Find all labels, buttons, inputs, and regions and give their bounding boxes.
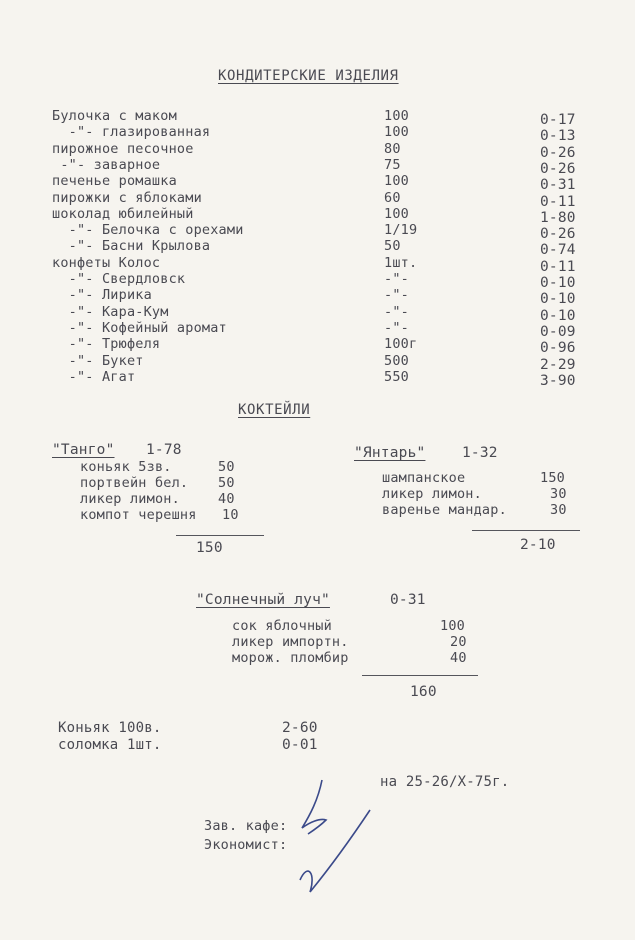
ingredient-qty: 20 bbox=[450, 634, 467, 650]
ingredient-qty: 30 bbox=[550, 502, 567, 518]
item-qty: 75 bbox=[384, 156, 401, 173]
ingredient-name: ликер импортн. bbox=[232, 634, 349, 650]
section-heading-confectionery: КОНДИТЕРСКИЕ ИЗДЕЛИЯ bbox=[218, 68, 399, 84]
item-price: 0-10 bbox=[540, 291, 576, 308]
total-rule-yantar bbox=[472, 530, 580, 531]
item-qty: 100 bbox=[384, 124, 409, 141]
item-name: пирожное песочное bbox=[52, 140, 194, 157]
section-heading-cocktails: КОКТЕЙЛИ bbox=[238, 402, 311, 418]
item-qty: 100 bbox=[384, 173, 409, 190]
ingredient-name: морож. пломбир bbox=[232, 650, 349, 666]
ingredient-name: коньяк 5зв. bbox=[80, 459, 172, 475]
item-name: -"- заварное bbox=[52, 156, 161, 173]
item-name: печенье ромашка bbox=[52, 173, 177, 190]
item-name: -"- Агат bbox=[52, 368, 136, 385]
item-price: 2-29 bbox=[540, 356, 576, 373]
ingredient-qty: 30 bbox=[550, 486, 567, 502]
cocktail-total-tango: 150 bbox=[196, 540, 223, 556]
ingredient-qty: 50 bbox=[218, 475, 235, 491]
item-price: 0-31 bbox=[540, 177, 576, 194]
item-qty: 1/19 bbox=[384, 222, 418, 239]
item-price: 0-17 bbox=[540, 112, 576, 128]
ingredient-qty: 100 bbox=[440, 618, 465, 634]
item-name: -"- Трюфеля bbox=[52, 336, 161, 353]
item-qty: 50 bbox=[384, 238, 401, 255]
signature-line-economist: Экономист: bbox=[204, 837, 288, 853]
item-qty: 100г bbox=[384, 336, 418, 353]
item-qty: 500 bbox=[384, 352, 409, 369]
cocktail-title-yantar: "Янтарь" bbox=[354, 445, 426, 461]
item-name: шоколад юбилейный bbox=[52, 205, 194, 222]
item-price: 0-26 bbox=[540, 144, 576, 161]
ingredient-qty: 150 bbox=[540, 470, 565, 486]
item-name: -"- Белочка с орехами bbox=[52, 222, 244, 239]
cocktail-price-luch: 0-31 bbox=[390, 592, 426, 608]
item-qty: -"- bbox=[384, 271, 409, 287]
ingredient-name: портвейн бел. bbox=[80, 475, 189, 491]
item-qty: -"- bbox=[384, 287, 409, 304]
item-name: пирожки с яблоками bbox=[52, 189, 202, 206]
item-price: 0-26 bbox=[540, 226, 576, 243]
ingredient-name: шампанское bbox=[382, 470, 466, 486]
total-rule-tango bbox=[176, 535, 264, 536]
ingredient-name: ликер лимон. bbox=[80, 491, 180, 507]
extra-name: Коньяк 100в. bbox=[58, 720, 162, 736]
cocktail-price-yantar: 1-32 bbox=[462, 445, 498, 461]
item-qty: 100 bbox=[384, 108, 409, 124]
item-name: -"- Свердловск bbox=[52, 271, 186, 287]
item-price: 1-80 bbox=[540, 209, 576, 226]
item-qty: 100 bbox=[384, 205, 409, 222]
ingredient-name: варенье мандар. bbox=[382, 502, 507, 518]
item-name: Булочка с маком bbox=[52, 108, 177, 124]
cocktail-title-tango: "Танго" bbox=[52, 442, 115, 458]
total-rule-luch bbox=[362, 675, 478, 676]
item-price: 0-10 bbox=[540, 275, 576, 291]
item-name: -"- Букет bbox=[52, 352, 144, 369]
ingredient-name: компот черешня bbox=[80, 507, 197, 523]
handwritten-signature bbox=[280, 770, 400, 910]
item-price: 0-26 bbox=[540, 160, 576, 177]
cocktail-total-yantar: 2-10 bbox=[520, 537, 556, 553]
document-date: на 25-26/X-75г. bbox=[380, 774, 510, 790]
item-price: 0-74 bbox=[540, 242, 576, 259]
item-name: -"- Басни Крылова bbox=[52, 238, 211, 255]
item-qty: 1шт. bbox=[384, 254, 418, 271]
ingredient-qty: 40 bbox=[218, 491, 235, 507]
item-price: 0-10 bbox=[540, 307, 576, 324]
item-price: 0-11 bbox=[540, 193, 576, 210]
extra-price: 2-60 bbox=[282, 720, 318, 736]
ingredient-name: сок яблочный bbox=[232, 618, 332, 634]
item-name: -"- глазированная bbox=[52, 124, 211, 141]
item-price: 3-90 bbox=[540, 372, 576, 389]
item-name: -"- Лирика bbox=[52, 287, 152, 304]
cocktail-total-luch: 160 bbox=[410, 684, 437, 700]
extra-name: соломка 1шт. bbox=[58, 737, 162, 753]
cocktail-price-tango: 1-78 bbox=[146, 442, 182, 458]
item-qty: 80 bbox=[384, 140, 401, 157]
ingredient-qty: 40 bbox=[450, 650, 467, 666]
item-name: конфеты Колос bbox=[52, 254, 161, 271]
item-qty: -"- bbox=[384, 303, 409, 320]
item-qty: -"- bbox=[384, 319, 409, 336]
item-name: -"- Кофейный аромат bbox=[52, 319, 227, 336]
item-price: 0-11 bbox=[540, 258, 576, 275]
item-price: 0-09 bbox=[540, 323, 576, 340]
item-name: -"- Кара-Кум bbox=[52, 303, 169, 320]
item-price: 0-13 bbox=[540, 128, 576, 145]
item-qty: 550 bbox=[384, 368, 409, 385]
extra-price: 0-01 bbox=[282, 737, 318, 753]
signature-line-manager: Зав. кафе: bbox=[204, 818, 288, 834]
ingredient-qty: 10 bbox=[222, 507, 239, 523]
item-price: 0-96 bbox=[540, 340, 576, 357]
ingredient-qty: 50 bbox=[218, 459, 235, 475]
item-qty: 60 bbox=[384, 189, 401, 206]
cocktail-title-luch: "Солнечный луч" bbox=[196, 592, 330, 608]
ingredient-name: ликер лимон. bbox=[382, 486, 482, 502]
